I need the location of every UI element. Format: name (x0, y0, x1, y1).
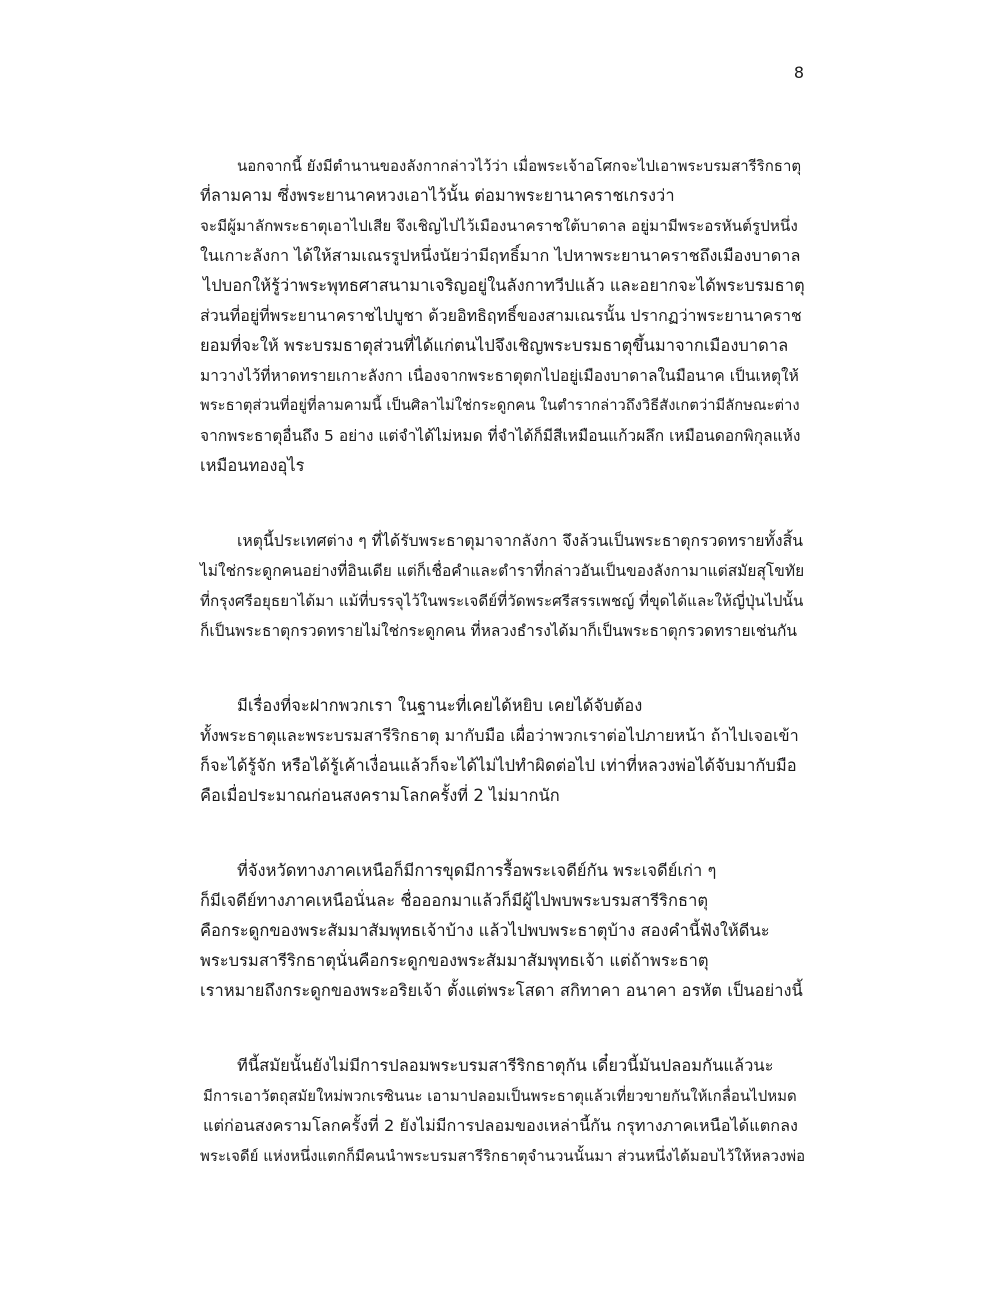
text-line: พระเจดีย์ แห่งหนึ่งแตกก็มีคนนำพระบรมสารีริกธาตุจำนวนนั้นมา ส่วนหนึ่งได้มอบไว้ให้หลวงพ่อ (200, 1147, 806, 1165)
text-line: มีการเอาวัตถุสมัยใหม่พวกเรซินนะ เอามาปลอมเป็นพระธาตุแล้วเที่ยวขายกันให้เกลื่อนไปหมด (203, 1087, 797, 1105)
text-line: ไม่ใช่กระดูกคนอย่างที่อินเดีย แต่ก็เชื่อคำและตำราที่กล่าวอันเป็นของลังกามาแต่สมัยสุโขทัย (200, 562, 805, 580)
text-line: ทั้งพระธาตุและพระบรมสารีริกธาตุ มากับมือ เผื่อว่าพวกเราต่อไปภายหน้า ถ้าไปเจอเข้า (200, 726, 799, 745)
text-line: ก็จะได้รู้จัก หรือได้รู้เค้าเงื่อนแล้วก็จะได้ไม่ไปทำผิดต่อไป เท่าที่หลวงพ่อได้จับมากับมือ (200, 756, 797, 775)
text-line: ที่กรุงศรีอยุธยาได้มา แม้ที่บรรจุไว้ในพระเจดีย์ที่วัดพระศรีสรรเพชญ์ ที่ขุดได้และให้ญี่ปุ่นไปนั้น (200, 592, 804, 610)
text-line: จะมีผู้มาลักพระธาตุเอาไปเสีย จึงเชิญไปไว้เมืองนาคราชใต้บาดาล อยู่มามีพระอรหันต์รูปหนึ่ง (200, 217, 798, 235)
text-line: มาวางไว้ที่หาดทรายเกาะลังกา เนื่องจากพระธาตุตกไปอยู่เมืองบาดาลในมือนาค เป็นเหตุให้ (200, 367, 799, 385)
text-line: จากพระธาตุอื่นถึง 5 อย่าง แต่จำได้ไม่หมด ที่จำได้ก็มีสีเหมือนแก้วผลึก เหมือนดอกพิกุลแห้ง (200, 427, 801, 445)
text-line: นอกจากนี้ ยังมีตำนานของลังกากล่าวไว้ว่า เมื่อพระเจ้าอโศกจะไปเอาพระบรมสารีริกธาตุ (237, 157, 802, 175)
text-line: มีเรื่องที่จะฝากพวกเรา ในฐานะที่เคยได้หยิบ เคยได้จับต้อง (237, 696, 643, 715)
page-number: 8 (793, 63, 804, 82)
text-line: ที่จังหวัดทางภาคเหนือก็มีการขุดมีการรื้อพระเจดีย์กัน พระเจดีย์เก่า ๆ (237, 861, 717, 880)
text-line: คือเมื่อประมาณก่อนสงครามโลกครั้งที่ 2 ไม่มากนัก (200, 786, 560, 805)
text-line: ในเกาะลังกา ได้ให้สามเณรรูปหนึ่งนัยว่ามีฤทธิ์มาก ไปหาพระยานาคราชถึงเมืองบาดาล (200, 246, 801, 265)
text-line: ก็เป็นพระธาตุกรวดทรายไม่ใช่กระดูกคน ที่หลวงธำรงได้มาก็เป็นพระธาตุกรวดทรายเช่นกัน (200, 622, 797, 640)
text-line: ไปบอกให้รู้ว่าพระพุทธศาสนามาเจริญอยู่ในลังกาทวีปแล้ว และอยากจะได้พระบรมธาตุ (203, 276, 805, 295)
text-line: ทีนี้สมัยนั้นยังไม่มีการปลอมพระบรมสารีริกธาตุกัน เดี๋ยวนี้มันปลอมกันแล้วนะ (237, 1056, 774, 1075)
text-line: แต่ก่อนสงครามโลกครั้งที่ 2 ยังไม่มีการปลอมของเหล่านี้กัน กรุทางภาคเหนือได้แตกลง (203, 1116, 798, 1135)
text-line: พระบรมสารีริกธาตุนั่นคือกระดูกของพระสัมมาสัมพุทธเจ้า แต่ถ้าพระธาตุ (200, 951, 709, 970)
text-line: เหมือนทองอุไร (200, 456, 305, 475)
text-line: ก็มีเจดีย์ทางภาคเหนือนั่นละ ชื่อออกมาแล้วก็มีผู้ไปพบพระบรมสารีริกธาตุ (200, 891, 709, 910)
text-line: ที่ลามคาม ซึ่งพระยานาคหวงเอาไว้นั้น ต่อมาพระยานาคราชเกรงว่า (200, 186, 675, 205)
text-line: เราหมายถึงกระดูกของพระอริยเจ้า ตั้งแต่พระโสดา สกิทาคา อนาคา อรหัต เป็นอย่างนี้ (200, 981, 803, 1000)
text-line: คือกระดูกของพระสัมมาสัมพุทธเจ้าบ้าง แล้วไปพบพระธาตุบ้าง สองคำนี้ฟังให้ดีนะ (200, 921, 770, 940)
text-line: เหตุนี้ประเทศต่าง ๆ ที่ได้รับพระธาตุมาจากลังกา จึงล้วนเป็นพระธาตุกรวดทรายทั้งสิ้น (237, 531, 803, 550)
text-line: ยอมที่จะให้ พระบรมธาตุส่วนที่ได้แก่ตนไปจึงเชิญพระบรมธาตุขึ้นมาจากเมืองบาดาล (200, 336, 789, 355)
text-line: ส่วนที่อยู่ที่พระยานาคราชไปบูชา ด้วยอิทธิฤทธิ์ของสามเณรนั้น ปรากฏว่าพระยานาคราช (200, 306, 802, 325)
text-line: พระธาตุส่วนที่อยู่ที่ลามคามนี้ เป็นศิลาไม่ใช่กระดูกคน ในตำรากล่าวถึงวิธีสังเกตว่ามีลักษณะต่าง (200, 397, 800, 414)
